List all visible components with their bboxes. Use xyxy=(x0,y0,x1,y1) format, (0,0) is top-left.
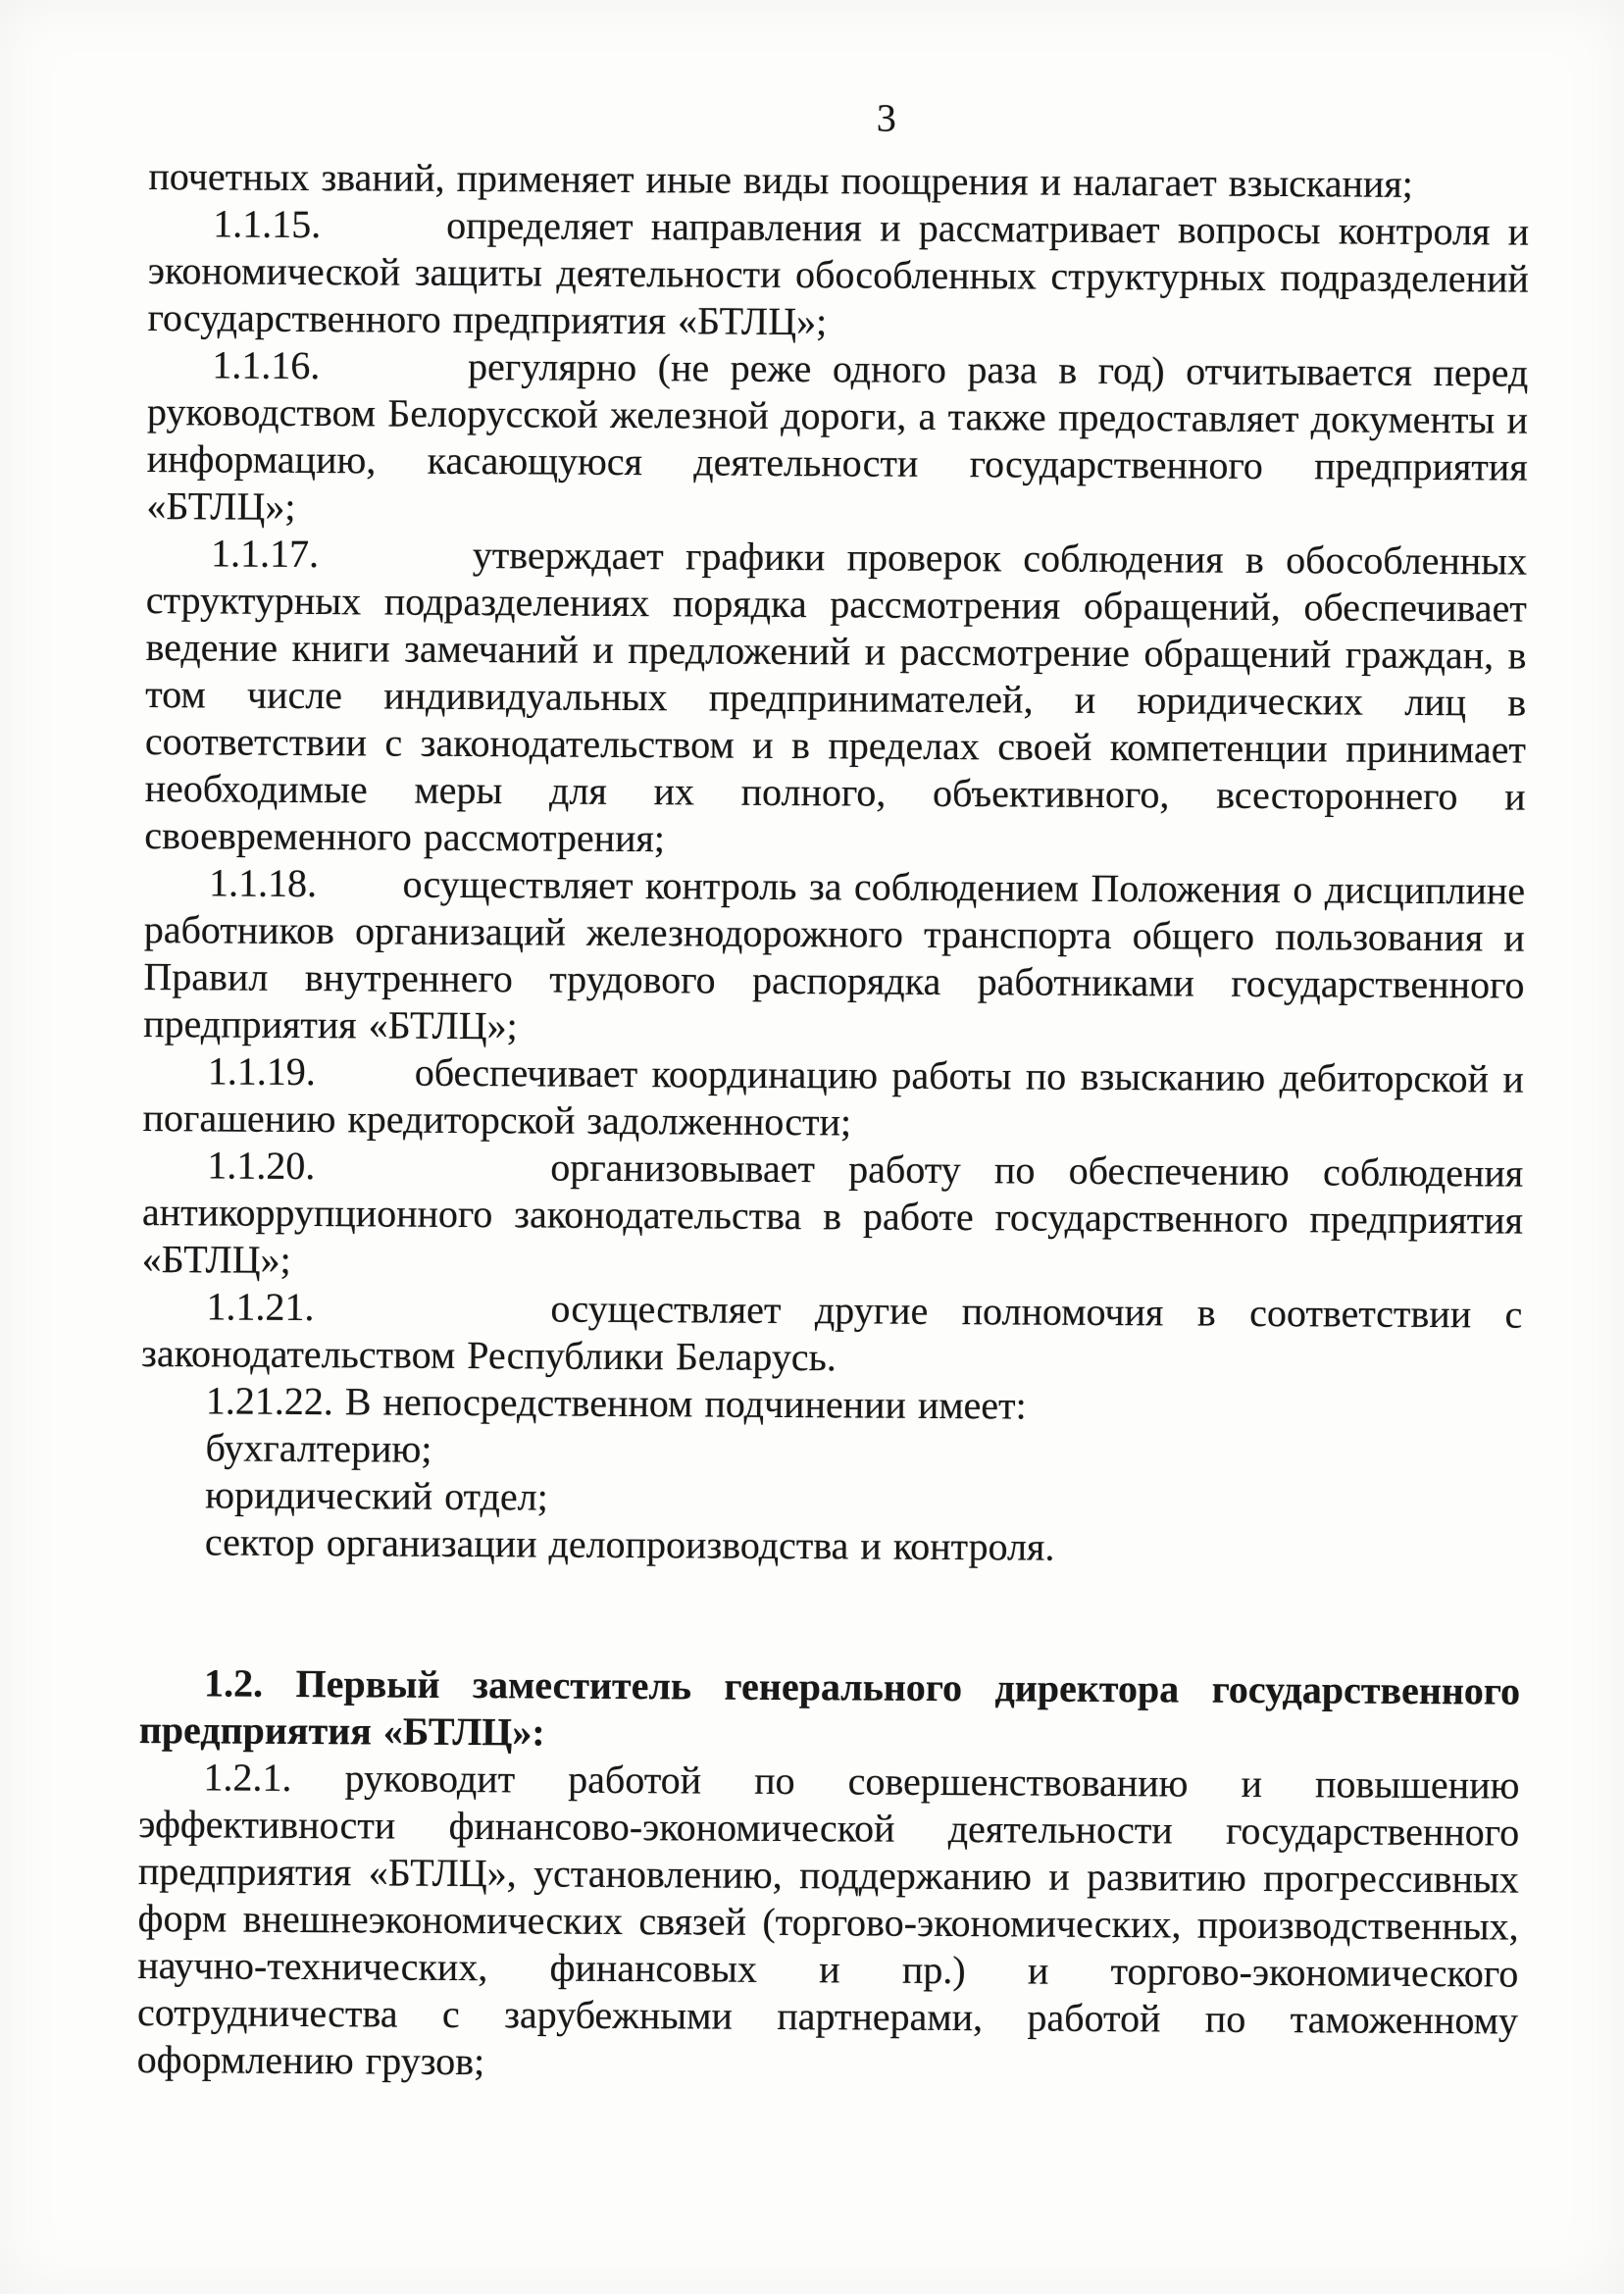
item-1-1-19: 1.1.19. обеспечивает координацию работы по взысканию дебиторской и погашению кредиторской задолженности; xyxy=(142,1048,1525,1145)
item-1-1-16: 1.1.16. регулярно (не реже одного раза в год) отчитывается перед руководством Белорусской железной дороги, а также предоставляет документы и информацию, касающуюся деятельности государственного предприятия «БТЛЦ»; xyxy=(146,342,1529,529)
item-1-1-20: 1.1.20. организовывает работу по обеспечению соблюдения антикоррупционного законодательства в работе государственного предприятия «БТЛЦ»; xyxy=(141,1143,1524,1282)
item-1-1-15: 1.1.15. определяет направления и рассматривает вопросы контроля и экономической защиты деятельности обособленных структурных подразделений государственного предприятия «БТЛЦ»; xyxy=(147,201,1530,344)
sub-item-records-sector: сектор организации делопроизводства и контроля. xyxy=(204,1519,1055,1569)
section-heading-1-2: 1.2. Первый заместитель генерального директора государственного предприятия «БТЛЦ»: xyxy=(138,1660,1521,1755)
item-1-21-22: 1.21.22. В непосредственном подчинении имеет: xyxy=(205,1378,1027,1428)
item-1-1-18: 1.1.18. осуществляет контроль за соблюдением Положения о дисциплине работников организаций железнодорожного транспорта общего пользования и Правил внутреннего трудового распорядка работниками государственного предприятия «БТЛЦ»; xyxy=(143,860,1526,1048)
item-1-2-1: 1.2.1. руководит работой по совершенствованию и повышению эффективности финансово-экономической деятельности государственного предприятия «БТЛЦ», установлению, поддержанию и развитию прогрессивных форм внешнеэкономических связей (торгово-экономических, производственных, научно-технических, финансовых и пр.) и торгово-экономического сотрудничества с зарубежными партнерами, работой по таможенному оформлению грузов; xyxy=(136,1755,1520,2084)
paragraph-continuation: почетных званий, применяет иные виды поощрения и налагает взыскания; xyxy=(148,153,1414,206)
item-1-1-17: 1.1.17. утверждает графики проверок соблюдения в обособленных структурных подразделениях порядка рассмотрения обращений, обеспечивает ведение книги замечаний и предложений и рассмотрение обращений граждан, в том числе индивидуальных предпринимателей, и юридических лиц в соответствии с законодательством и в пределах своей компетенции принимает необходимые меры для их полного, объективного, всестороннего и своевременного рассмотрения; xyxy=(144,531,1528,861)
page-content xyxy=(137,90,1530,2092)
sub-item-accounting: бухгалтерию; xyxy=(205,1425,432,1471)
sub-item-legal-dept: юридический отдел; xyxy=(205,1472,548,1519)
item-1-1-21: 1.1.21. осуществляет другие полномочия в соответствии с законодательством Республики Беларусь. xyxy=(140,1284,1523,1380)
page-number: 3 xyxy=(876,95,896,140)
